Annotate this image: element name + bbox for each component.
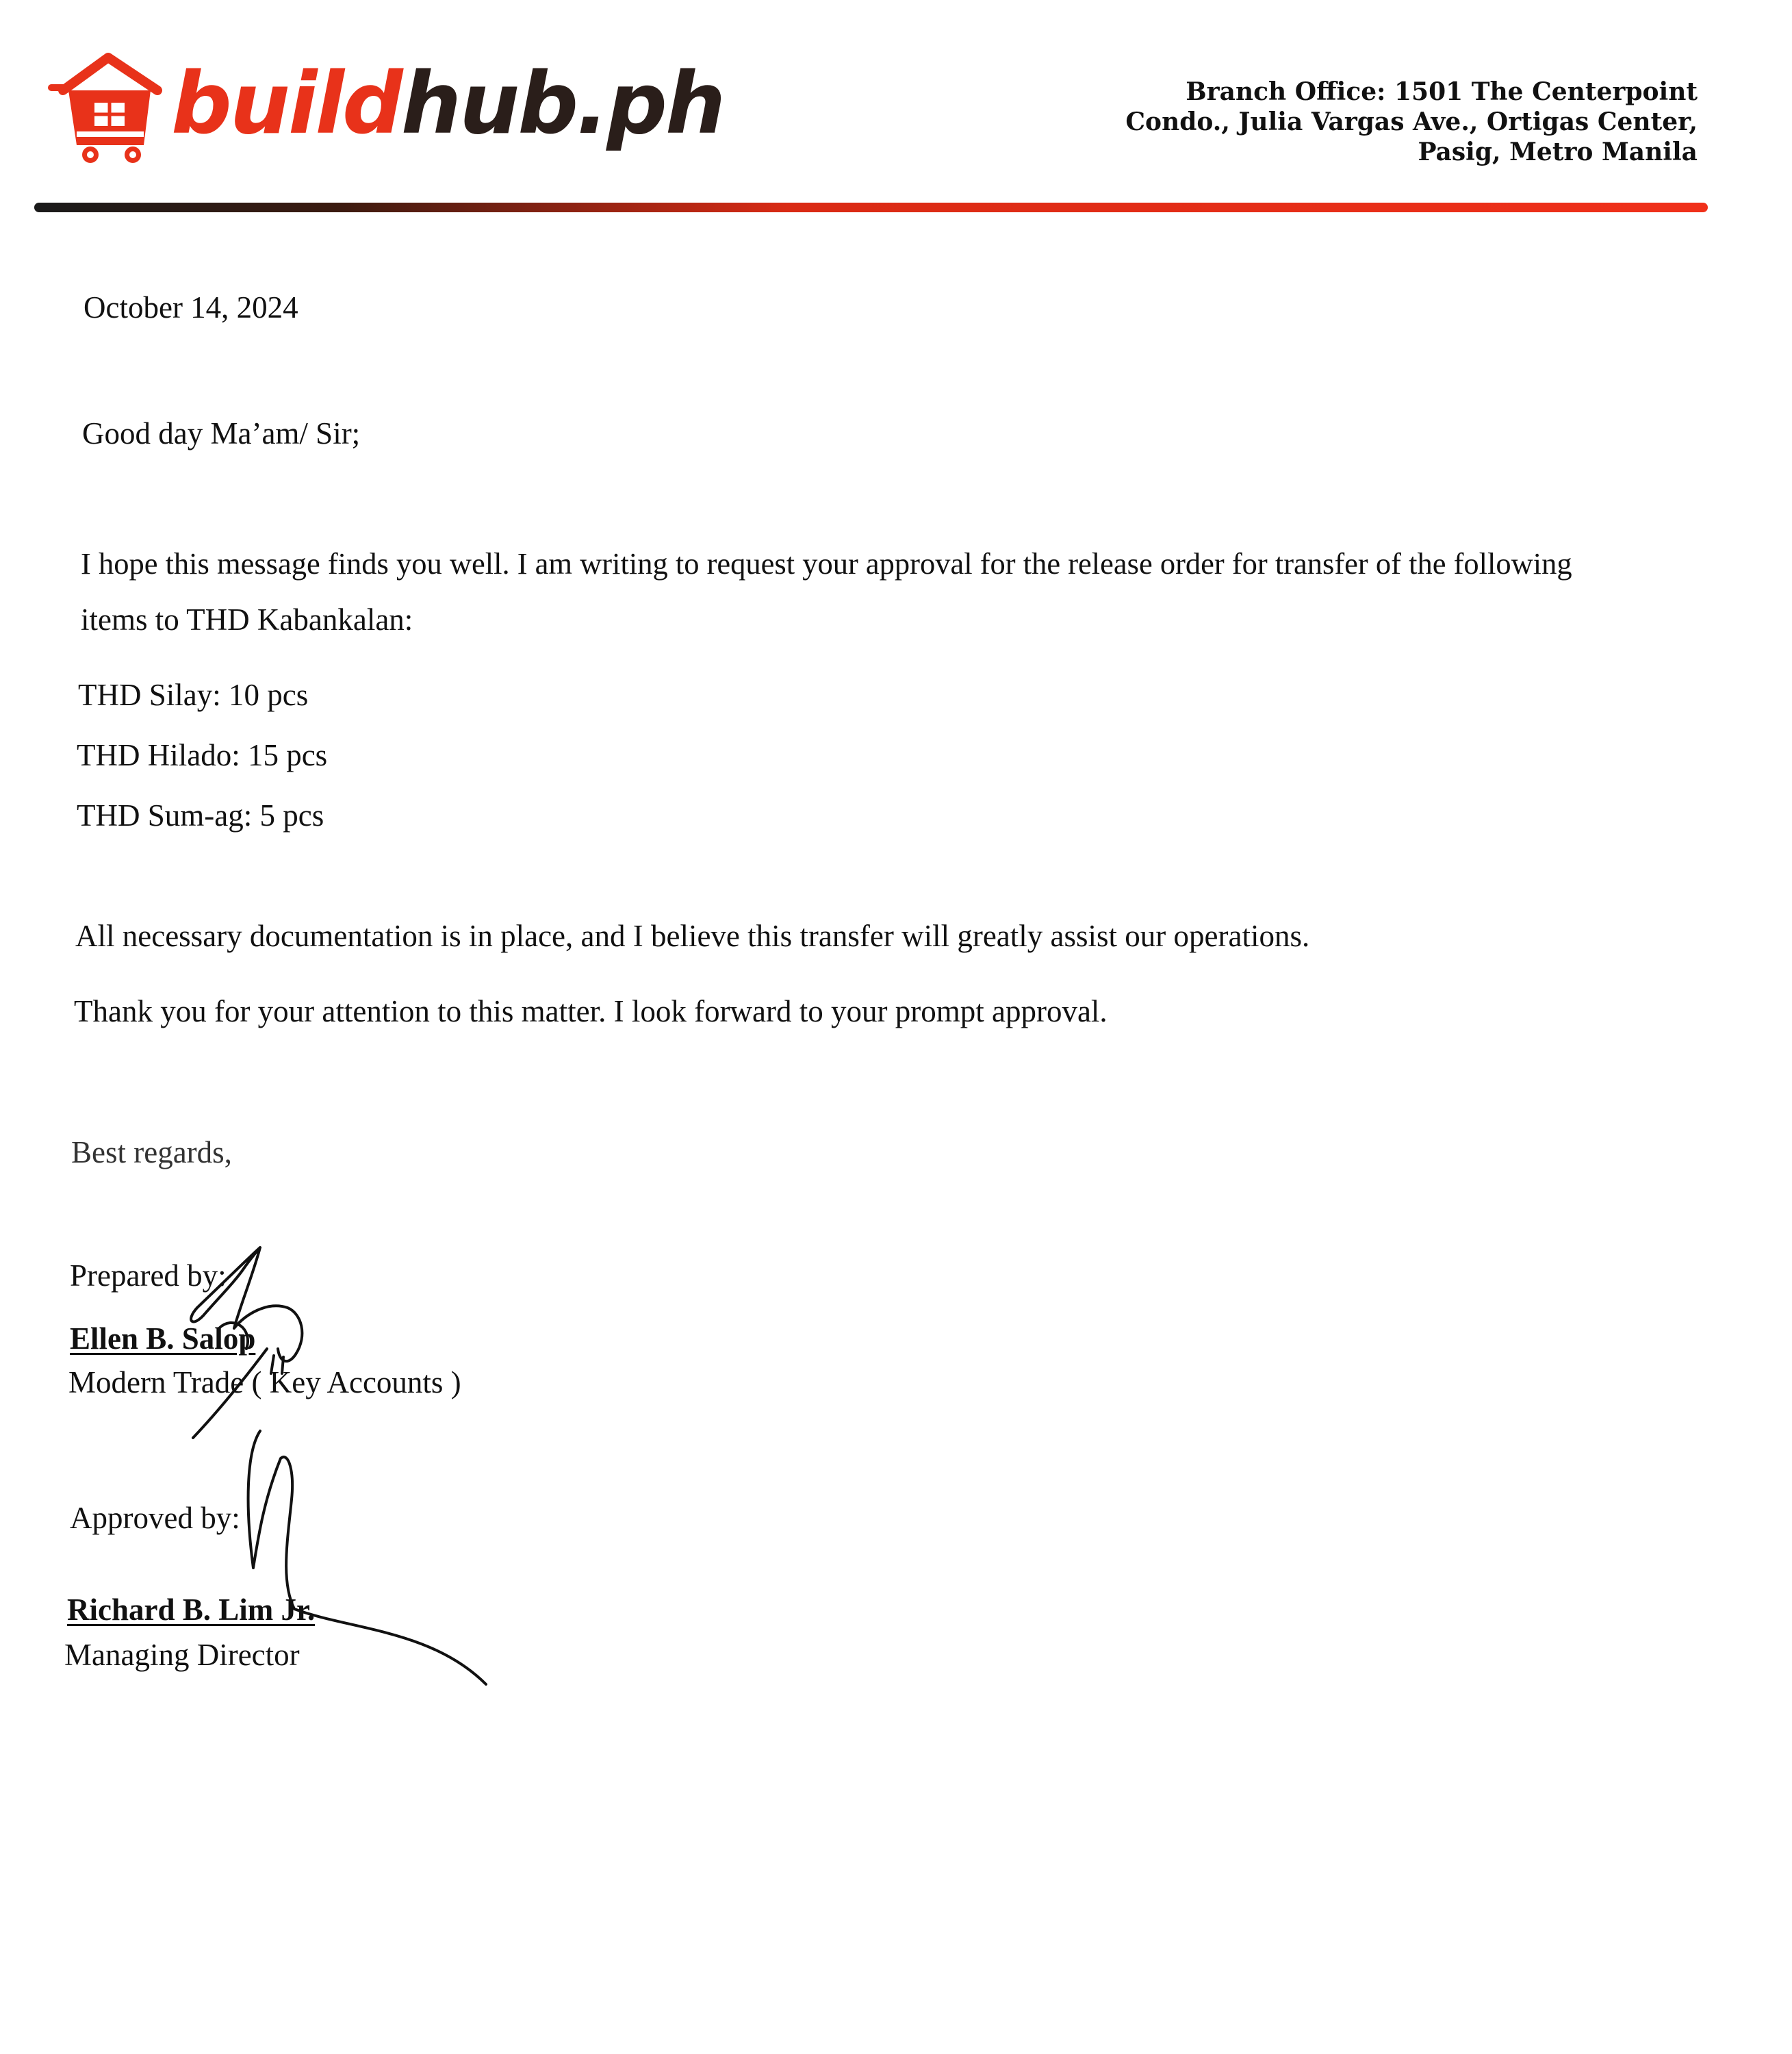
address-line: Pasig, Metro Manila — [1418, 138, 1698, 166]
logo-wordmark-rest: hub.ph — [400, 55, 724, 153]
address-line: Condo., Julia Vargas Ave., Ortigas Center, — [1125, 107, 1698, 136]
approved-by-name: Richard B. Lim Jr. — [67, 1593, 316, 1627]
intro-line-1: I hope this message finds you well. I am writing to request your approval for the release order for transfer of the following — [81, 546, 1572, 581]
logo-wordmark — [171, 55, 724, 153]
letter-date: October 14, 2024 — [84, 290, 298, 325]
list-item: THD Sum-ag: 5 pcs — [77, 798, 324, 833]
address-line: Branch Office: 1501 The Centerpoint — [1186, 77, 1698, 106]
prepared-by-title: Modern Trade ( Key Accounts ) — [68, 1365, 461, 1399]
intro-line-2: items to THD Kabankalan: — [81, 603, 413, 637]
closing: Best regards, — [71, 1135, 232, 1169]
paragraph-documentation: All necessary documentation is in place, and I believe this transfer will greatly assist our operations. — [75, 919, 1310, 953]
header-divider — [34, 203, 1708, 212]
branch-address — [1125, 77, 1698, 167]
list-item: THD Hilado: 15 pcs — [77, 738, 328, 772]
logo-wordmark-build: build — [171, 55, 401, 153]
list-item: THD Silay: 10 pcs — [78, 678, 309, 712]
company-logo — [48, 48, 724, 164]
approved-by-label: Approved by: — [70, 1501, 240, 1535]
prepared-by-name: Ellen B. Salop — [70, 1321, 256, 1356]
house-cart-logo-icon — [48, 48, 171, 164]
paragraph-thanks: Thank you for your attention to this matter. I look forward to your prompt approval. — [74, 994, 1108, 1028]
salutation: Good day Ma’am/ Sir; — [82, 416, 361, 451]
approved-by-title: Managing Director — [64, 1638, 300, 1672]
approved-by-signature — [226, 1424, 513, 1698]
prepared-by-label: Prepared by: — [70, 1258, 227, 1293]
